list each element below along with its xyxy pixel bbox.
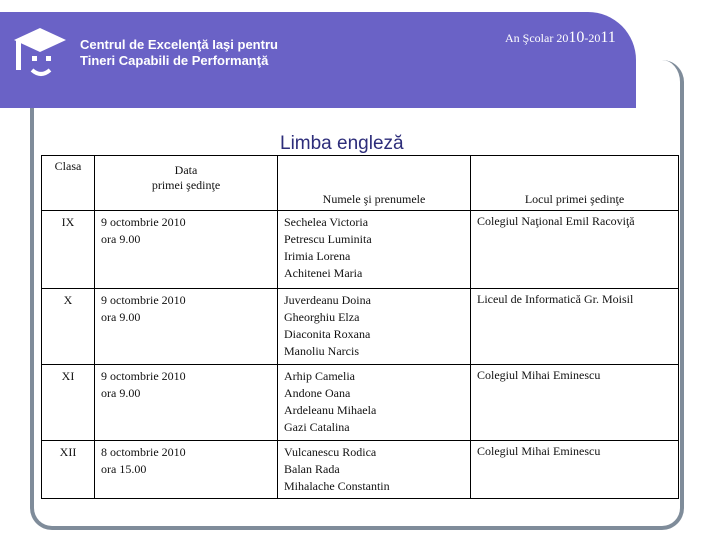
cell-class: X [42,289,95,365]
cell-date-day: 9 octombrie 2010 [101,369,186,383]
name-item: Mihalache Constantin [284,479,390,493]
cell-names [278,289,471,365]
name-item: Ardeleanu Mihaela [284,403,377,417]
header-date [95,156,278,211]
table-row [42,365,679,441]
name-item: Gazi Catalina [284,420,350,434]
cell-class: IX [42,211,95,289]
cell-date-time: ora 9.00 [101,232,141,246]
page-title: Limba engleză [280,133,404,154]
table-row [42,289,679,365]
school-year-start: 10 [568,29,585,46]
cell-names [278,211,471,289]
cell-names [278,365,471,441]
name-item: Petrescu Luminita [284,232,372,246]
cell-date-time: ora 9.00 [101,310,141,324]
cell-place: Liceul de Informatică Gr. Moisil [471,289,679,365]
cell-place: Colegiul Mihai Eminescu [471,441,679,499]
cell-date [95,365,278,441]
name-item: Irimia Lorena [284,249,351,263]
header-names: Numele şi prenumele [278,156,471,211]
cell-place: Colegiul Mihai Eminescu [471,365,679,441]
org-name-line2: Tineri Capabili de Performanţă [80,53,269,68]
name-item: Vulcanescu Rodica [284,445,377,459]
name-item: Diaconita Roxana [284,327,371,341]
table-row [42,441,679,499]
name-item: Manoliu Narcis [284,344,359,358]
cell-date-day: 9 octombrie 2010 [101,293,186,307]
name-item: Balan Rada [284,462,340,476]
cell-names [278,441,471,499]
cell-date [95,441,278,499]
header-class: Clasa [42,156,95,211]
org-name-line1: Centrul de Excelenţă Iaşi pentru [80,37,278,52]
cell-class: XI [42,365,95,441]
header-place: Locul primei şedinţe [471,156,679,211]
cell-date-time: ora 9.00 [101,386,141,400]
name-item: Andone Oana [284,386,351,400]
table-row [42,211,679,289]
graduation-cap-face-icon [10,20,70,82]
cell-date-day: 8 octombrie 2010 [101,445,186,459]
school-year [505,29,616,47]
header-date-line2: primei şedinţe [151,178,221,192]
schedule-table [41,155,679,499]
school-year-end: 11 [600,29,616,46]
cell-date-time: ora 15.00 [101,462,147,476]
name-item: Achitenei Maria [284,266,363,280]
cell-date [95,211,278,289]
school-year-mid: -20 [584,31,601,45]
table-header-row [42,156,679,211]
cell-date-day: 9 octombrie 2010 [101,215,186,229]
school-year-prefix: An Şcolar 20 [505,31,569,45]
cell-class: XII [42,441,95,499]
name-item: Juverdeanu Doina [284,293,371,307]
name-item: Gheorghiu Elza [284,310,360,324]
name-item: Arhip Camelia [284,369,355,383]
header-date-line1: Data [174,163,198,177]
organization-name [80,37,278,69]
cell-place: Colegiul Naţional Emil Racoviţă [471,211,679,289]
cell-date [95,289,278,365]
name-item: Sechelea Victoria [284,215,369,229]
